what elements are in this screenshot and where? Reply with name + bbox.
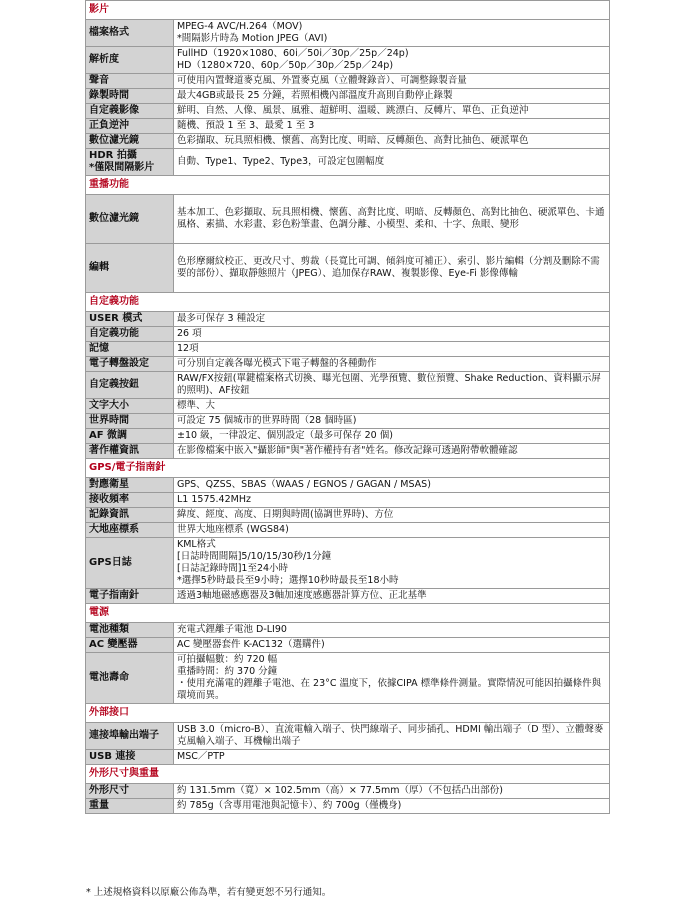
spec-value: 在影像檔案中嵌入"攝影師"與"著作權持有者"姓名。修改記錄可透過附帶軟體確認	[174, 444, 610, 459]
section-title: 外部接口	[86, 704, 610, 723]
spec-label: 電子指南針	[86, 589, 174, 604]
spec-row	[86, 623, 610, 638]
spec-value: 約 131.5mm（寬）× 102.5mm（高）× 77.5mm（厚）（不包括凸出部份)	[174, 784, 610, 799]
spec-label: 大地座標系	[86, 523, 174, 538]
spec-value: GPS、QZSS、SBAS（WAAS / EGNOS / GAGAN / MSAS)	[174, 478, 610, 493]
spec-value: 世界大地座標系 (WGS84)	[174, 523, 610, 538]
spec-label: 自定義影像	[86, 104, 174, 119]
spec-row	[86, 638, 610, 653]
spec-row	[86, 723, 610, 750]
spec-row	[86, 47, 610, 74]
section-title: GPS/電子指南針	[86, 459, 610, 478]
spec-row	[86, 89, 610, 104]
spec-value: USB 3.0（micro-B）、直流電輸入端子、快門線端子、同步插孔、HDMI 輸出端子（D 型）、立體聲麥克風輸入端子、耳機輸出端子	[174, 723, 610, 750]
spec-row	[86, 750, 610, 765]
spec-label: 解析度	[86, 47, 174, 74]
spec-label: AC 變壓器	[86, 638, 174, 653]
spec-row	[86, 20, 610, 47]
spec-value: 標準、大	[174, 399, 610, 414]
spec-label: 自定義功能	[86, 327, 174, 342]
spec-label: GPS日誌	[86, 538, 174, 589]
spec-value: FullHD（1920×1080、60i／50i／30p／25p／24p) HD（1280×720、60p／50p／30p／25p／24p)	[174, 47, 610, 74]
spec-label: 正負逆沖	[86, 119, 174, 134]
spec-label: 外形尺寸	[86, 784, 174, 799]
spec-label: 檔案格式	[86, 20, 174, 47]
spec-value: L1 1575.42MHz	[174, 493, 610, 508]
spec-value: KML格式 [日誌時間間隔]5/10/15/30秒/1分鐘 [日誌記錄時間]1至24小時 *選擇5秒時最長至9小時；選擇10秒時最長至18小時	[174, 538, 610, 589]
spec-label: 數位濾光鏡	[86, 134, 174, 149]
spec-value: MPEG-4 AVC/H.264（MOV) *間隔影片時為 Motion JPEG（AVI)	[174, 20, 610, 47]
section-title: 重播功能	[86, 176, 610, 195]
spec-row	[86, 149, 610, 176]
spec-value: 12項	[174, 342, 610, 357]
footnote: * 上述規格資料以原廠公佈為準，若有變更恕不另行通知。	[86, 887, 332, 898]
spec-label: 電池壽命	[86, 653, 174, 704]
spec-value: RAW/FX按鈕(單鍵檔案格式切換、曝光包圍、光學預覽、數位預覽、Shake Reduction、資料顯示屏的照明)、AF按鈕	[174, 372, 610, 399]
spec-value: 可設定 75 個城市的世界時間（28 個時區)	[174, 414, 610, 429]
spec-row	[86, 104, 610, 119]
spec-label: 世界時間	[86, 414, 174, 429]
section-title: 自定義功能	[86, 293, 610, 312]
spec-label: USER 模式	[86, 312, 174, 327]
spec-label: 著作權資訊	[86, 444, 174, 459]
spec-label: 記憶	[86, 342, 174, 357]
spec-value: MSC／PTP	[174, 750, 610, 765]
spec-label: 對應衛星	[86, 478, 174, 493]
spec-label: 連接埠輸出端子	[86, 723, 174, 750]
spec-value: 可分別自定義各曝光模式下電子轉盤的各種動作	[174, 357, 610, 372]
spec-row	[86, 195, 610, 244]
spec-label: 編輯	[86, 244, 174, 293]
spec-row	[86, 478, 610, 493]
spec-label: USB 連接	[86, 750, 174, 765]
spec-value: 緯度、經度、高度、日期與時間(協調世界時)、方位	[174, 508, 610, 523]
spec-row	[86, 342, 610, 357]
section-title: 影片	[86, 1, 610, 20]
spec-label: 文字大小	[86, 399, 174, 414]
spec-row	[86, 538, 610, 589]
spec-value: 最多可保存 3 種設定	[174, 312, 610, 327]
spec-row	[86, 493, 610, 508]
spec-value: 可使用內置聲道麥克風、外置麥克風（立體聲錄音）、可調整錄製音量	[174, 74, 610, 89]
spec-value: 可拍攝幅數：約 720 幅 重播時間：約 370 分鐘 ・使用充滿電的鋰離子電池、在 23°C 溫度下，依據CIPA 標準條件測量。實際情況可能因拍攝條件與環境而異。	[174, 653, 610, 704]
spec-row	[86, 429, 610, 444]
spec-row	[86, 244, 610, 293]
spec-value: 色彩擷取、玩具照相機、懷舊、高對比度、明暗、反轉顏色、高對比抽色、硬派單色	[174, 134, 610, 149]
spec-label: 數位濾光鏡	[86, 195, 174, 244]
spec-label: 記錄資訊	[86, 508, 174, 523]
spec-value: 隨機、預設 1 至 3、最愛 1 至 3	[174, 119, 610, 134]
spec-row	[86, 414, 610, 429]
spec-label: AF 微調	[86, 429, 174, 444]
spec-value: 充電式鋰離子電池 D-LI90	[174, 623, 610, 638]
spec-row	[86, 589, 610, 604]
spec-row	[86, 653, 610, 704]
spec-label: 電子轉盤設定	[86, 357, 174, 372]
spec-label: HDR 拍攝 *僅限間隔影片	[86, 149, 174, 176]
spec-row	[86, 444, 610, 459]
spec-value: 鮮明、自然、人像、風景、風雅、超鮮明、溫暖、跳漂白、反轉片、單色、正負逆沖	[174, 104, 610, 119]
spec-value: 最大4GB或最長 25 分鐘，若照相機內部溫度升高則自動停止錄製	[174, 89, 610, 104]
spec-value: 基本加工、色彩擷取、玩具照相機、懷舊、高對比度、明暗、反轉顏色、高對比抽色、硬派單色、卡通風格、素描、水彩畫、彩色粉筆畫、色調分離、小模型、柔和、十字、魚眼、變形	[174, 195, 610, 244]
spec-label: 聲音	[86, 74, 174, 89]
spec-value: 自動、Type1、Type2、Type3，可設定包圍幅度	[174, 149, 610, 176]
spec-label: 電池種類	[86, 623, 174, 638]
spec-row	[86, 799, 610, 814]
spec-row	[86, 399, 610, 414]
spec-row	[86, 523, 610, 538]
spec-label: 自定義按鈕	[86, 372, 174, 399]
spec-row	[86, 784, 610, 799]
spec-table	[85, 0, 610, 814]
spec-row	[86, 119, 610, 134]
spec-row	[86, 508, 610, 523]
spec-value: AC 變壓器套件 K-AC132（選購件)	[174, 638, 610, 653]
spec-row	[86, 327, 610, 342]
spec-row	[86, 372, 610, 399]
spec-row	[86, 134, 610, 149]
spec-value: 26 項	[174, 327, 610, 342]
spec-row	[86, 312, 610, 327]
spec-label: 重量	[86, 799, 174, 814]
section-title: 外形尺寸與重量	[86, 765, 610, 784]
spec-label: 接收頻率	[86, 493, 174, 508]
spec-value: ±10 級，一律設定、個別設定（最多可保存 20 個)	[174, 429, 610, 444]
spec-value: 約 785g（含專用電池與記憶卡）、約 700g（僅機身)	[174, 799, 610, 814]
spec-value: 色形摩爾紋校正、更改尺寸、剪裁（長寬比可調、傾斜度可補正）、索引、影片編輯（分割及刪除不需要的部份）、擷取靜態照片（JPEG）、追加保存RAW、複製影像、Eye-Fi 影像傳輸	[174, 244, 610, 293]
spec-label: 錄製時間	[86, 89, 174, 104]
spec-value: 透過3軸地磁感應器及3軸加速度感應器計算方位、正北基準	[174, 589, 610, 604]
spec-row	[86, 74, 610, 89]
section-title: 電源	[86, 604, 610, 623]
spec-row	[86, 357, 610, 372]
